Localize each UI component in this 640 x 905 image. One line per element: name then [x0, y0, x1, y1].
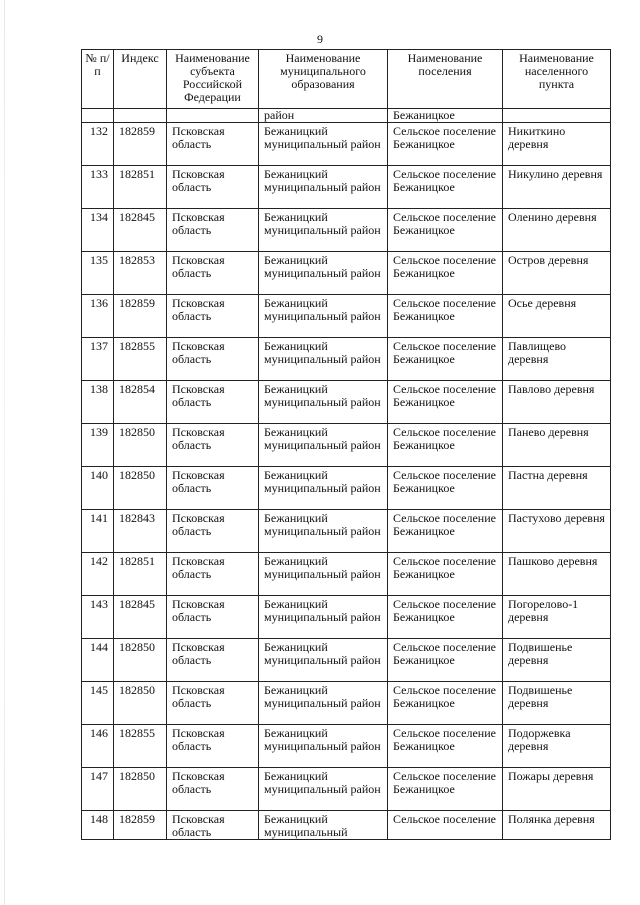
cell-settlement: Сельское поселение Бежаницкое	[388, 209, 503, 252]
cell-num: 140	[82, 467, 114, 510]
cell-index: 182850	[114, 424, 167, 467]
cell-locality: Павлищево деревня	[503, 338, 611, 381]
cell-locality	[503, 109, 611, 123]
table-row	[82, 510, 611, 553]
cell-index: 182845	[114, 209, 167, 252]
table-row	[82, 682, 611, 725]
cell-num: 135	[82, 252, 114, 295]
table-row	[82, 639, 611, 682]
cell-num: 141	[82, 510, 114, 553]
cell-locality: Пастна деревня	[503, 467, 611, 510]
cell-index: 182850	[114, 768, 167, 811]
cell-subject: Псковская область	[167, 510, 259, 553]
cell-subject: Псковская область	[167, 424, 259, 467]
cell-subject: Псковская область	[167, 166, 259, 209]
cell-subject	[167, 109, 259, 123]
cell-municipal: Бежаницкий муниципальный район	[259, 338, 388, 381]
table-row	[82, 381, 611, 424]
cell-num: 139	[82, 424, 114, 467]
cell-index	[114, 109, 167, 123]
header-subject: Наименование субъекта Российской Федерации	[167, 50, 259, 109]
cell-subject: Псковская область	[167, 639, 259, 682]
cell-subject: Псковская область	[167, 553, 259, 596]
cell-municipal: Бежаницкий муниципальный район	[259, 424, 388, 467]
table-row	[82, 768, 611, 811]
cell-subject: Псковская область	[167, 768, 259, 811]
cell-index: 182853	[114, 252, 167, 295]
cell-num	[82, 109, 114, 123]
cell-index: 182855	[114, 338, 167, 381]
cell-subject: Псковская область	[167, 252, 259, 295]
cell-municipal: Бежаницкий муниципальный район	[259, 682, 388, 725]
cell-subject: Псковская область	[167, 295, 259, 338]
cell-subject: Псковская область	[167, 811, 259, 840]
cell-settlement: Сельское поселение Бежаницкое	[388, 123, 503, 166]
cell-index: 182851	[114, 553, 167, 596]
cell-locality: Погорелово-1 деревня	[503, 596, 611, 639]
cell-subject: Псковская область	[167, 467, 259, 510]
cell-municipal: Бежаницкий муниципальный район	[259, 639, 388, 682]
cell-settlement: Сельское поселение Бежаницкое	[388, 295, 503, 338]
cell-settlement: Сельское поселение Бежаницкое	[388, 596, 503, 639]
table-row	[82, 338, 611, 381]
cell-index: 182850	[114, 682, 167, 725]
cell-num: 143	[82, 596, 114, 639]
table-header-row	[82, 50, 611, 109]
cell-locality: Пастухово деревня	[503, 510, 611, 553]
cell-subject: Псковская область	[167, 725, 259, 768]
cell-locality: Никиткино деревня	[503, 123, 611, 166]
cell-locality: Подвишенье деревня	[503, 682, 611, 725]
table-row	[82, 553, 611, 596]
cell-settlement: Сельское поселение Бежаницкое	[388, 725, 503, 768]
table-row	[82, 596, 611, 639]
cell-municipal: Бежаницкий муниципальный район	[259, 295, 388, 338]
cell-settlement: Сельское поселение Бежаницкое	[388, 467, 503, 510]
page-number: 9	[317, 32, 323, 46]
cell-num: 146	[82, 725, 114, 768]
cell-settlement: Сельское поселение Бежаницкое	[388, 381, 503, 424]
cell-subject: Псковская область	[167, 123, 259, 166]
cell-municipal: Бежаницкий муниципальный район	[259, 252, 388, 295]
table-row	[82, 295, 611, 338]
cell-municipal: район	[259, 109, 388, 123]
cell-num: 136	[82, 295, 114, 338]
cell-locality: Пожары деревня	[503, 768, 611, 811]
header-locality: Наименование населенного пункта	[503, 50, 611, 109]
cell-locality: Подвишенье деревня	[503, 639, 611, 682]
cell-num: 137	[82, 338, 114, 381]
cell-municipal: Бежаницкий муниципальный район	[259, 209, 388, 252]
cell-locality: Панево деревня	[503, 424, 611, 467]
cell-municipal: Бежаницкий муниципальный район	[259, 510, 388, 553]
cell-subject: Псковская область	[167, 338, 259, 381]
cell-subject: Псковская область	[167, 209, 259, 252]
cell-locality: Оленино деревня	[503, 209, 611, 252]
cell-settlement: Сельское поселение Бежаницкое	[388, 252, 503, 295]
cell-subject: Псковская область	[167, 682, 259, 725]
table-row	[82, 424, 611, 467]
cell-municipal: Бежаницкий муниципальный район	[259, 166, 388, 209]
cell-locality: Осье деревня	[503, 295, 611, 338]
localities-table	[81, 49, 611, 840]
cell-subject: Псковская область	[167, 596, 259, 639]
header-num: № п/п	[82, 50, 114, 109]
cell-locality: Павлово деревня	[503, 381, 611, 424]
header-municipal: Наименование муниципального образования	[259, 50, 388, 109]
cell-index: 182859	[114, 811, 167, 840]
table-row	[82, 467, 611, 510]
cell-locality: Подоржевка деревня	[503, 725, 611, 768]
cell-num: 134	[82, 209, 114, 252]
cell-locality: Никулино деревня	[503, 166, 611, 209]
table-row	[82, 725, 611, 768]
cell-municipal: Бежаницкий муниципальный район	[259, 768, 388, 811]
table-row	[82, 123, 611, 166]
cell-num: 147	[82, 768, 114, 811]
cell-index: 182859	[114, 123, 167, 166]
continuation-row	[82, 109, 611, 123]
cell-num: 148	[82, 811, 114, 840]
cell-locality: Пашково деревня	[503, 553, 611, 596]
header-index: Индекс	[114, 50, 167, 109]
cell-settlement: Сельское поселение	[388, 811, 503, 840]
cell-municipal: Бежаницкий муниципальный район	[259, 596, 388, 639]
cell-settlement: Бежаницкое	[388, 109, 503, 123]
cell-municipal: Бежаницкий муниципальный район	[259, 553, 388, 596]
cell-num: 138	[82, 381, 114, 424]
cell-municipal: Бежаницкий муниципальный район	[259, 123, 388, 166]
cell-subject: Псковская область	[167, 381, 259, 424]
cell-locality: Полянка деревня	[503, 811, 611, 840]
cell-index: 182843	[114, 510, 167, 553]
cell-settlement: Сельское поселение Бежаницкое	[388, 338, 503, 381]
cell-settlement: Сельское поселение Бежаницкое	[388, 510, 503, 553]
cell-index: 182850	[114, 639, 167, 682]
cell-num: 142	[82, 553, 114, 596]
cell-settlement: Сельское поселение Бежаницкое	[388, 639, 503, 682]
cell-index: 182859	[114, 295, 167, 338]
cell-index: 182845	[114, 596, 167, 639]
cell-municipal: Бежаницкий муниципальный	[259, 811, 388, 840]
table-row	[82, 811, 611, 840]
table-row	[82, 209, 611, 252]
cell-settlement: Сельское поселение Бежаницкое	[388, 424, 503, 467]
cell-index: 182850	[114, 467, 167, 510]
cell-municipal: Бежаницкий муниципальный район	[259, 725, 388, 768]
cell-num: 144	[82, 639, 114, 682]
cell-settlement: Сельское поселение Бежаницкое	[388, 553, 503, 596]
cell-municipal: Бежаницкий муниципальный район	[259, 467, 388, 510]
cell-num: 145	[82, 682, 114, 725]
cell-settlement: Сельское поселение Бежаницкое	[388, 768, 503, 811]
scan-edge	[4, 0, 5, 905]
table-row	[82, 166, 611, 209]
cell-index: 182855	[114, 725, 167, 768]
cell-index: 182854	[114, 381, 167, 424]
cell-num: 133	[82, 166, 114, 209]
header-settlement: Наименование поселения	[388, 50, 503, 109]
cell-locality: Остров деревня	[503, 252, 611, 295]
cell-settlement: Сельское поселение Бежаницкое	[388, 682, 503, 725]
cell-num: 132	[82, 123, 114, 166]
cell-index: 182851	[114, 166, 167, 209]
cell-municipal: Бежаницкий муниципальный район	[259, 381, 388, 424]
table-row	[82, 252, 611, 295]
cell-settlement: Сельское поселение Бежаницкое	[388, 166, 503, 209]
